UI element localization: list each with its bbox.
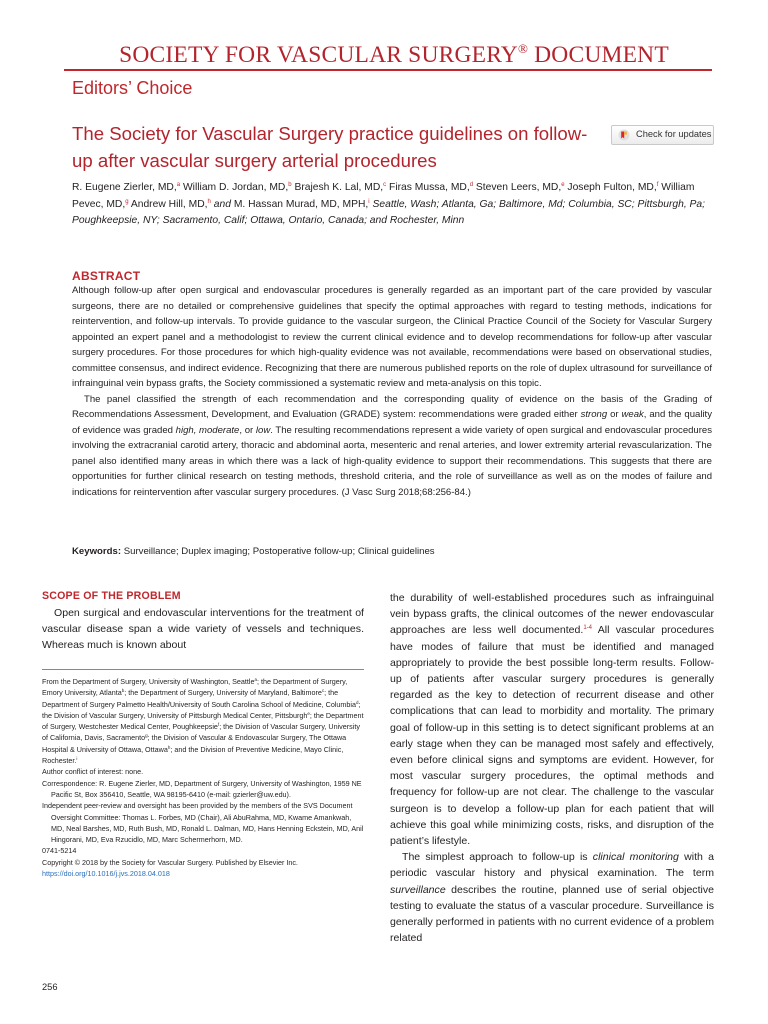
author: M. Hassan Murad, MD, MPH,$^i$ xyxy=(233,198,370,210)
keywords-label: Keywords: xyxy=(72,546,122,557)
doi-link[interactable]: https://doi.org/10.1016/j.jvs.2018.04.018 xyxy=(42,869,170,879)
issn: 0741-5214 xyxy=(42,846,77,856)
author-locations: Seattle, Wash; Atlanta, Ga; Baltimore, Md; Columbia, SC; Pittsburgh, Pa; Poughkeepsie, NY; Sacramento, Calif; Ottawa, Ontario, Canada; and Rochester, Minn xyxy=(72,198,706,226)
citation-ref[interactable]: 1-4 xyxy=(583,625,593,632)
abstract-paragraph-2: The panel classified the strength of each recommendation and the corresponding quality of evidence on the basis of the Grading of Recommendations Assessment, Development, and Evaluation (GRADE) system: recommendations were graded either strong or weak, and the quality of evidence was graded high, moderate, or low. The resulting recommendations represent a wide variety of open surgical and endovascular procedures involving the extracranial carotid artery, thoracic and abdominal aorta, mesenteric and renal arteries, and lower extremity arterial revascularization. The panel also identified many areas in which there was a lack of high-quality evidence to support their recommendations. This suggests that there are opportunities for further clinical research on testing methods, threshold criteria, and the role of surveillance as well as on the modes of failure and indications for reintervention after vascular surgery procedures. (J Vasc Surg 2018;68:256-84.) xyxy=(72,393,713,498)
author: Steven Leers, MD,$^e$ xyxy=(475,182,565,193)
right-column-text xyxy=(390,590,714,946)
abstract-body xyxy=(72,283,712,500)
author: William D. Jordan, MD,$^b$ xyxy=(182,182,292,193)
abstract-paragraph-1: Although follow-up after open surgical and endovascular procedures is generally regarded as an important part of the care provided by vascular surgeons, there are no detailed or comprehensive guidelines that specify the optimal approaches with regard to testing methods, indications for reintervention, and follow-up intervals. To provide guidance to the vascular surgeon, the Clinical Practice Council of the Society for Vascular Surgery appointed an expert panel and a methodologist to review the current clinical evidence and to develop recommendations for follow-up after vascular surgery procedures. For those procedures for which high-quality evidence was not available, recommendations were based on observational studies, committee consensus, and indirect evidence. Recognizing that there are numerous published reports on the role of duplex ultrasound for surveillance of infrainguinal vein bypass grafts, the Society commissioned a systematic review and meta-analysis on this topic. xyxy=(72,285,713,389)
footnote-rule xyxy=(42,669,364,670)
registered-mark: ® xyxy=(517,41,529,57)
correspondence: Correspondence: R. Eugene Zierler, MD, Department of Surgery, University of Washington, 1959 NE Pacific St, Box 356410, Seattle, WA 98195-6410 (e-mail: gzierler@uw.edu). xyxy=(42,778,362,799)
authors-and: and xyxy=(213,198,231,210)
author: Firas Mussa, MD,$^d$ xyxy=(389,182,474,193)
author: Andrew Hill, MD,$^h$ xyxy=(130,198,211,210)
journal-header-suffix: DOCUMENT xyxy=(528,42,669,68)
article-title: The Society for Vascular Surgery practice guidelines on follow-up after vascular surgery arterial procedures xyxy=(72,123,588,171)
header-rule xyxy=(64,69,712,71)
affiliations: From the Department of Surgery, University of Washington, Seattle$^a$; the Department of Surgery, Emory University, Atlanta$^b$; the Department of Surgery, University of Maryland, Baltimore$^c$; the Department of Surgery Palmetto Health/University of South Carolina School of Medicine, Columbia$^d$; the Division of Vascular Surgery, University of Pittsburgh Medical Center, Pittsburgh$^e$; the Department of Surgery, Westchester Medical Center, Poughkeepsie$^f$; the Division of Vascular Surgery, University of California, Davis, Sacramento$^g$; the Division of Vascular & Endovascular Surgery, The Ottawa Hospital & University of Ottawa, Ottawa$^h$; and the Division of Preventive Medicine, Mayo Clinic, Rochester.$^i$ xyxy=(42,677,364,766)
page-number: 256 xyxy=(42,982,58,992)
scope-paragraph-right-2: The simplest approach to follow-up is clinical monitoring with a periodic vascular history and physical examination. The term surveillance describes the routine, planned use of serial objective testing to evaluate the status of a vascular procedure. Surveillance is generally performed in patients with no current evidence of a problem related xyxy=(390,851,714,945)
crossmark-icon xyxy=(618,129,630,141)
check-for-updates-button[interactable] xyxy=(611,125,714,145)
conflict-statement: Author conflict of interest: none. xyxy=(42,767,144,777)
keywords-text: Surveillance; Duplex imaging; Postoperative follow-up; Clinical guidelines xyxy=(121,546,435,557)
author: William Pevec, MD,$^g$ xyxy=(72,182,695,210)
left-column-text xyxy=(42,605,364,654)
copyright: Copyright © 2018 by the Society for Vascular Surgery. Published by Elsevier Inc. xyxy=(42,857,298,867)
author: Joseph Fulton, MD,$^f$ xyxy=(567,182,659,193)
peer-review-note: Independent peer-review and oversight has been provided by the members of the SVS Document Oversight Committee: Thomas L. Forbes, MD (Chair), Ali AbuRahma, MD, Kwame Amankwah, MD, Neal Barshes, MD, Ruth Bush, MD, Ronald L. Dalman, MD, Hans Henning Eckstein, MD, Anil Hingorani, MD, Eva Rzucidlo, MD, Marc Schermerhorn, MD. xyxy=(42,801,364,845)
author: Brajesh K. Lal, MD,$^c$ xyxy=(294,182,387,193)
check-for-updates-label: Check for updates xyxy=(636,129,712,139)
footnotes xyxy=(42,676,364,879)
abstract-heading: ABSTRACT xyxy=(72,269,141,283)
author: R. Eugene Zierler, MD,$^a$ xyxy=(72,182,181,193)
journal-header-title: SOCIETY FOR VASCULAR SURGERY xyxy=(119,42,518,68)
scope-paragraph-left: Open surgical and endovascular interventions for the treatment of vascular disease span a wide variety of vessels and techniques. Whereas much is known about xyxy=(42,607,364,652)
scope-paragraph-right-1: the durability of well-established procedures such as infrainguinal vein bypass grafts, the clinical outcomes of the newer endovascular approaches are less well documented.$^{1-4}$ All vascular procedures have modes of failure that must be identified and managed appropriately to provide the best possible long-term results. Follow-up of patients after vascular surgery procedures is generally regarded as the key to detection of recurrent disease and other complications that can lead to morbidity and mortality. The primary goal of follow-up in this setting is to detect significant problems at an early stage when they can be managed most safely and effectively, even before clinical signs and symptoms are evident. However, for most vascular surgery procedures, the optimal methods and frequency for follow-up are not clear. The challenge to the vascular surgeon is to develop a follow-up plan for each patient that will achieve this goal while minimizing costs, risks, and disruption of the patient’s lifestyle. xyxy=(390,592,714,848)
section-label: Editors’ Choice xyxy=(72,78,193,98)
author-block xyxy=(72,180,716,230)
journal-header xyxy=(64,42,724,69)
scope-heading: SCOPE OF THE PROBLEM xyxy=(42,590,181,602)
keywords xyxy=(72,546,435,557)
